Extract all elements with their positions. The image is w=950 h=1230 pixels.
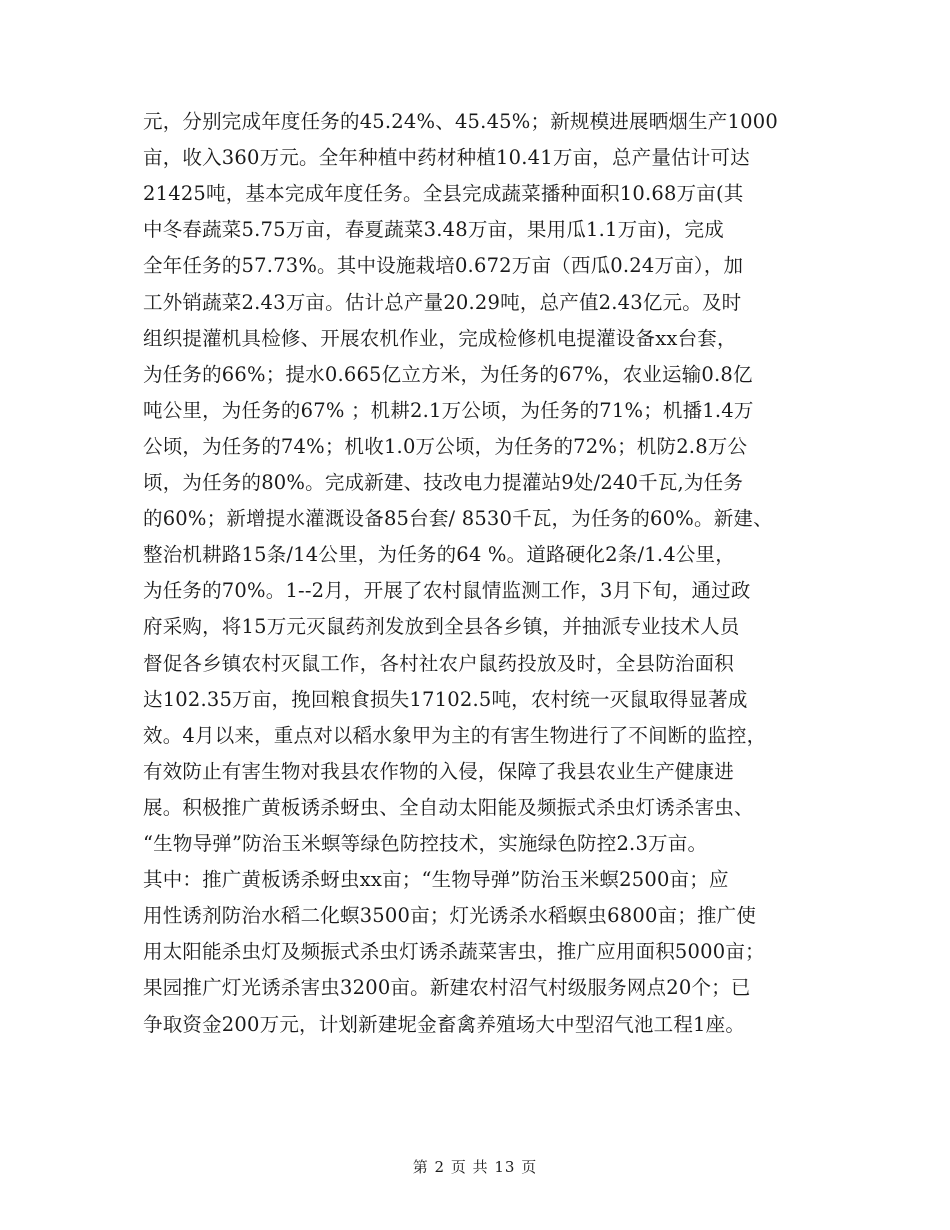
text-line: 组织提灌机具检修、开展农机作业，完成检修机电提灌设备xx台套， [143, 326, 737, 350]
text-line: 用太阳能杀虫灯及频振式杀虫灯诱杀蔬菜害虫，推广应用面积5000亩； [143, 940, 765, 964]
text-line: 督促各乡镇农村灭鼠工作，各村社农户鼠药投放及时，全县防治面积 [143, 651, 735, 675]
text-line: 工外销蔬菜2.43万亩。估计总产量20.29吨，总产值2.43亿元。及时 [143, 290, 742, 314]
text-line: 用性诱剂防治水稻二化螟3500亩；灯光诱杀水稻螟虫6800亩；推广使 [143, 904, 757, 928]
page-footer: 第 2 页 共 13 页 [412, 1158, 538, 1176]
text-line: 亩，收入360万元。全年种植中药材种植10.41万亩，总产量估计可达 [143, 146, 750, 170]
text-line: 中冬春蔬菜5.75万亩，春夏蔬菜3.48万亩，果用瓜1.1万亩)，完成 [143, 218, 724, 242]
text-line: “生物导弹”防治玉米螟等绿色防控技术，实施绿色防控2.3万亩。 [143, 832, 708, 855]
text-line: 的60%；新增提水灌溉设备85台套/ 8530千瓦，为任务的60%。新建、 [143, 507, 773, 531]
text-line: 争取资金200万元，计划新建坭金畜禽养殖场大中型沼气池工程1座。 [143, 1012, 746, 1036]
text-line: 府采购，将15万元灭鼠药剂发放到全县各乡镇，并抽派专业技术人员 [143, 615, 740, 639]
text-line: 效。4月以来，重点对以稻水象甲为主的有害生物进行了不间断的监控， [143, 723, 767, 747]
text-line: 顷，为任务的80%。完成新建、技改电力提灌站9处/240千瓦,为任务 [143, 471, 744, 494]
text-line: 其中：推广黄板诱杀蚜虫xx亩；“生物导弹”防治玉米螟2500亩；应 [143, 868, 729, 892]
text-line: 21425吨，基本完成年度任务。全县完成蔬菜播种面积10.68万亩(其 [143, 182, 744, 206]
text-line: 全年任务的57.73%。其中设施栽培0.672万亩（西瓜0.24万亩），加 [143, 254, 744, 278]
text-line: 公顷，为任务的74%；机收1.0万公顷，为任务的72%；机防2.8万公 [143, 434, 748, 458]
text-line: 整治机耕路15条/14公里，为任务的64 %。道路硬化2条/1.4公里， [143, 543, 735, 567]
text-line: 果园推广灯光诱杀害虫3200亩。新建农村沼气村级服务网点20个；已 [143, 976, 751, 1000]
text-line: 展。积极推广黄板诱杀蚜虫、全自动太阳能及频振式杀虫灯诱杀害虫、 [143, 795, 754, 819]
text-line: 为任务的66%；提水0.665亿立方米，为任务的67%，农业运输0.8亿 [143, 362, 753, 386]
text-line: 吨公里，为任务的67% ；机耕2.1万公顷，为任务的71%；机播1.4万 [143, 398, 754, 422]
text-line: 为任务的70%。1--2月，开展了农村鼠情监测工作，3月下旬，通过政 [143, 579, 751, 603]
text-line: 达102.35万亩，挽回粮食损失17102.5吨，农村统一灭鼠取得显著成 [143, 687, 748, 711]
text-line: 有效防止有害生物对我县农作物的入侵，保障了我县农业生产健康进 [143, 759, 735, 783]
text-line: 元，分别完成年度任务的45.24%、45.45%；新规模进展晒烟生产1000 [143, 110, 778, 133]
